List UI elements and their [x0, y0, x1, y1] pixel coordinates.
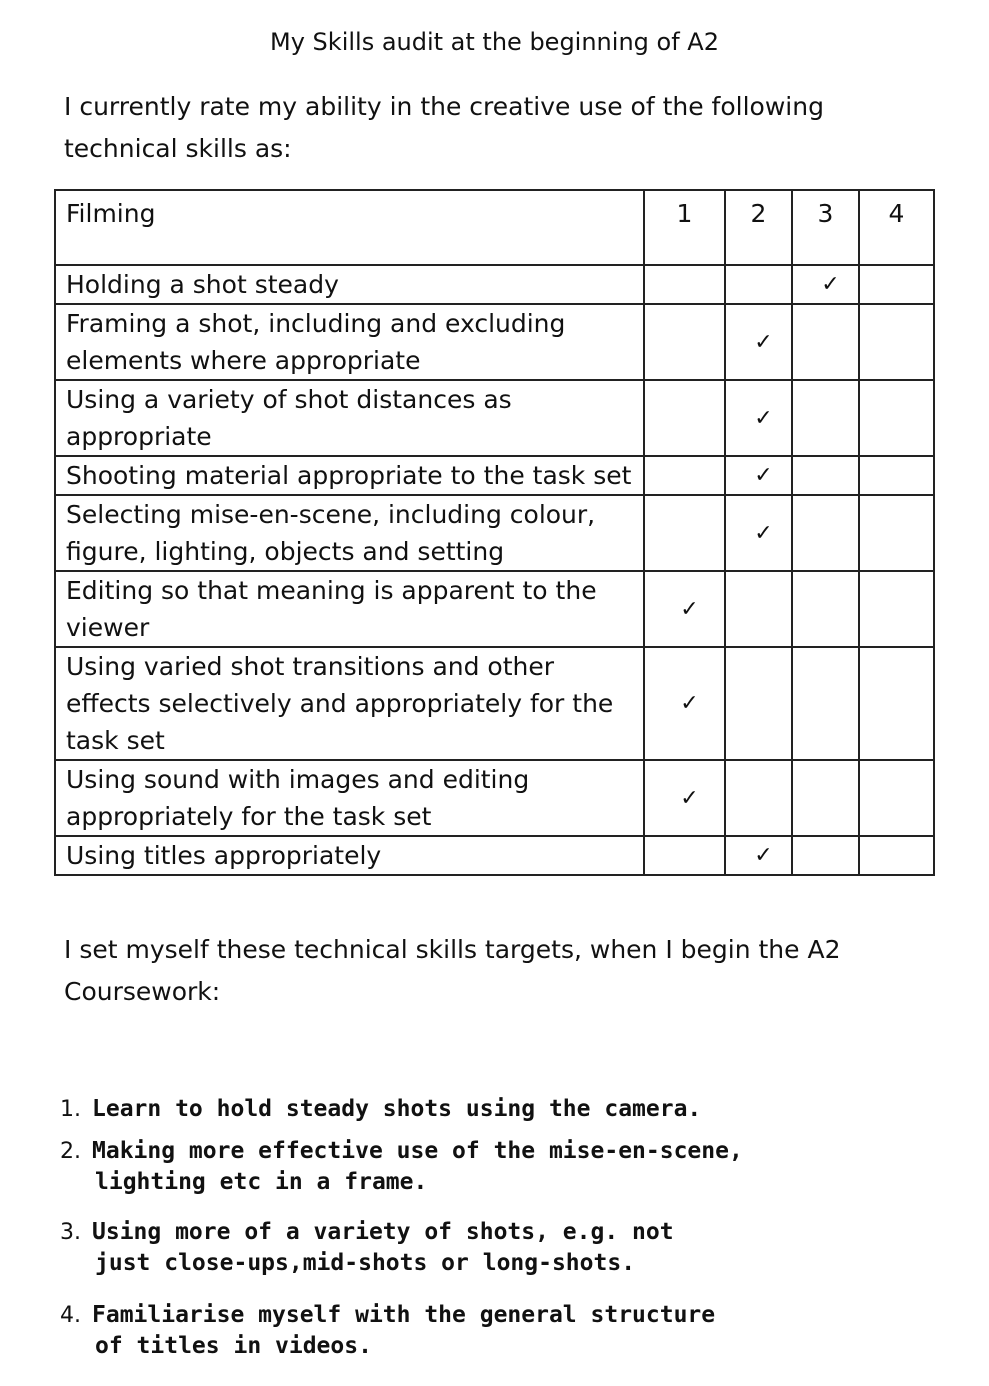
header-rating-3: 3 — [792, 190, 859, 265]
table-row — [55, 495, 934, 571]
table-row — [55, 265, 934, 304]
skill-label: Selecting mise-en-scene, including colour, figure, lighting, objects and setting — [55, 495, 644, 571]
rating-cell-4 — [859, 836, 934, 875]
rating-cell-2 — [725, 571, 792, 647]
target-text: Making more effective use of the mise-en-scene, lighting etc in a frame. — [92, 1138, 743, 1195]
rating-cell-1 — [644, 380, 725, 456]
rating-cell-3 — [792, 380, 859, 456]
rating-cell-2 — [725, 760, 792, 836]
checkmark-icon: ✓ — [754, 520, 773, 546]
target-text: Familiarise myself with the general structure of titles in videos. — [92, 1302, 716, 1359]
checkmark-icon: ✓ — [680, 785, 699, 811]
skill-label: Using sound with images and editing appropriately for the task set — [55, 760, 644, 836]
rating-cell-3 — [792, 456, 859, 495]
rating-cell-2 — [725, 265, 792, 304]
rating-cell-1 — [644, 304, 725, 380]
target-text: Learn to hold steady shots using the camera. — [92, 1096, 702, 1122]
rating-cell-4 — [859, 380, 934, 456]
rating-cell-4 — [859, 265, 934, 304]
target-number: 1. — [60, 1097, 81, 1122]
table-row — [55, 380, 934, 456]
target-number: 4. — [60, 1303, 81, 1328]
target-text: Using more of a variety of shots, e.g. not just close-ups,mid-shots or long-shots. — [92, 1219, 674, 1276]
target-number: 3. — [60, 1220, 81, 1245]
table-row — [55, 647, 934, 760]
rating-cell-2 — [725, 647, 792, 760]
rating-cell-3 — [792, 836, 859, 875]
rating-cell-2 — [725, 495, 792, 571]
header-rating-2: 2 — [725, 190, 792, 265]
header-filming: Filming — [55, 190, 644, 265]
checkmark-icon: ✓ — [754, 463, 773, 488]
rating-cell-4 — [859, 571, 934, 647]
intro-text: I currently rate my ability in the creative use of the following technical skills as: — [64, 92, 824, 163]
rating-cell-3 — [792, 647, 859, 760]
checkmark-icon: ✓ — [680, 691, 699, 716]
table-row — [55, 836, 934, 875]
table-row — [55, 456, 934, 495]
header-rating-4: 4 — [859, 190, 934, 265]
rating-cell-2 — [725, 380, 792, 456]
rating-cell-1 — [644, 456, 725, 495]
rating-cell-2 — [725, 456, 792, 495]
skill-label: Holding a shot steady — [55, 265, 644, 304]
rating-cell-4 — [859, 304, 934, 380]
checkmark-icon: ✓ — [821, 272, 840, 297]
rating-cell-1 — [644, 836, 725, 875]
header-rating-1: 1 — [644, 190, 725, 265]
checkmark-icon: ✓ — [754, 329, 773, 355]
table-row — [55, 304, 934, 380]
rating-cell-1 — [644, 265, 725, 304]
rating-cell-4 — [859, 647, 934, 760]
rating-cell-4 — [859, 456, 934, 495]
target-item — [60, 1136, 743, 1198]
rating-cell-1 — [644, 760, 725, 836]
skill-label: Using a variety of shot distances as appropriate — [55, 380, 644, 456]
rating-cell-4 — [859, 760, 934, 836]
rating-cell-1 — [644, 495, 725, 571]
rating-cell-3 — [792, 760, 859, 836]
rating-cell-2 — [725, 304, 792, 380]
table-header-row — [55, 190, 934, 265]
checkmark-icon: ✓ — [754, 843, 773, 868]
checkmark-icon: ✓ — [680, 596, 699, 622]
skill-label: Shooting material appropriate to the task set — [55, 456, 644, 495]
target-item — [60, 1094, 701, 1125]
target-item — [60, 1217, 674, 1279]
rating-cell-3 — [792, 571, 859, 647]
skill-label: Using varied shot transitions and other effects selectively and appropriately for the task set — [55, 647, 644, 760]
skill-label: Framing a shot, including and excluding elements where appropriate — [55, 304, 644, 380]
rating-cell-4 — [859, 495, 934, 571]
rating-cell-3 — [792, 495, 859, 571]
target-number: 2. — [60, 1139, 81, 1164]
checkmark-icon: ✓ — [754, 405, 773, 431]
target-item — [60, 1300, 715, 1362]
table-row — [55, 571, 934, 647]
skill-label: Using titles appropriately — [55, 836, 644, 875]
skill-label: Editing so that meaning is apparent to the viewer — [55, 571, 644, 647]
rating-cell-2 — [725, 836, 792, 875]
table-row — [55, 760, 934, 836]
rating-cell-3 — [792, 265, 859, 304]
page-title: My Skills audit at the beginning of A2 — [270, 28, 719, 56]
rating-cell-3 — [792, 304, 859, 380]
rating-cell-1 — [644, 647, 725, 760]
targets-intro: I set myself these technical skills targets, when I begin the A2 Coursework: — [64, 935, 841, 1006]
skills-table — [54, 189, 935, 876]
rating-cell-1 — [644, 571, 725, 647]
